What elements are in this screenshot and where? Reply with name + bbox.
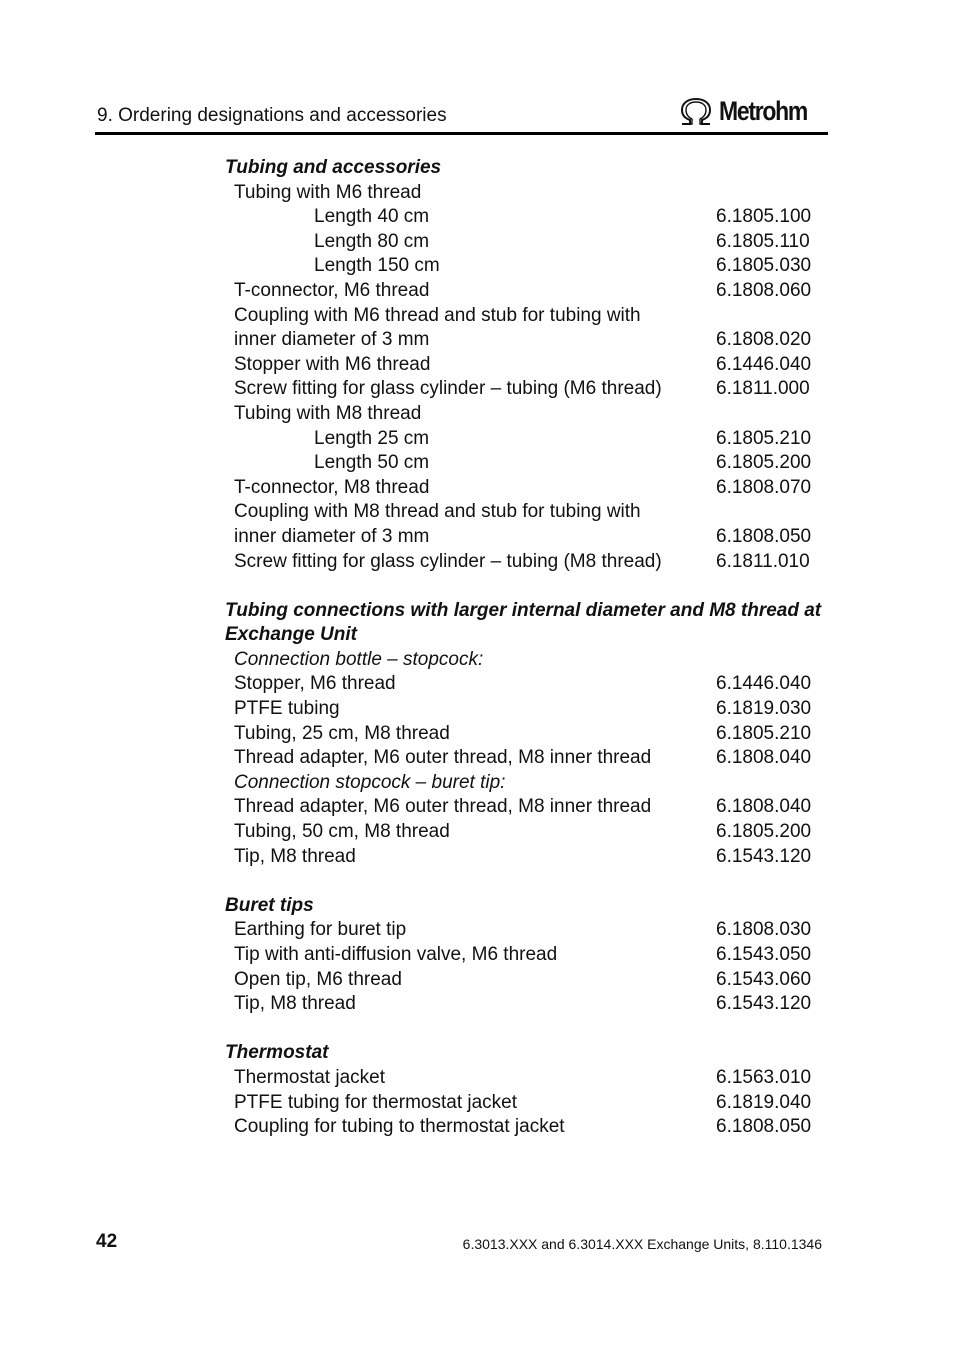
page-header — [95, 96, 828, 135]
item-label: inner diameter of 3 mm — [234, 525, 430, 547]
subsection-label — [225, 648, 823, 673]
item-label: T-connector, M8 thread — [234, 476, 430, 498]
list-item — [225, 820, 823, 845]
list-item — [225, 181, 823, 206]
item-label: Length 50 cm — [314, 452, 430, 474]
chapter-title: 9. Ordering designations and accessories — [97, 105, 447, 126]
item-label: Open tip, M6 thread — [234, 968, 402, 990]
list-item — [225, 279, 823, 304]
section — [225, 156, 823, 574]
item-label: Coupling for tubing to thermostat jacket — [234, 1116, 565, 1138]
list-item — [225, 1091, 823, 1116]
list-item — [225, 795, 823, 820]
item-label: Stopper with M6 thread — [234, 353, 431, 375]
list-item — [225, 918, 823, 943]
list-item — [225, 304, 823, 329]
list-item — [225, 451, 823, 476]
item-label: Stopper, M6 thread — [234, 673, 396, 695]
list-item — [225, 377, 823, 402]
order-number: 6.1808.050 — [716, 1116, 812, 1138]
section — [225, 1041, 823, 1139]
item-label: PTFE tubing — [234, 698, 340, 720]
item-label: Tubing, 50 cm, M8 thread — [234, 821, 450, 843]
order-number: 6.1805.100 — [716, 206, 812, 228]
item-label: Thread adapter, M6 outer thread, M8 inner thread — [234, 796, 652, 818]
list-item — [225, 205, 823, 230]
item-label: Tip, M8 thread — [234, 993, 356, 1015]
page-number: 42 — [96, 1231, 118, 1252]
order-number: 6.1808.030 — [716, 919, 812, 941]
item-label: T-connector, M6 thread — [234, 279, 430, 301]
item-label: Screw fitting for glass cylinder – tubing (M8 thread) — [234, 550, 662, 572]
list-item — [225, 500, 823, 525]
item-label: Thread adapter, M6 outer thread, M8 inner thread — [234, 747, 652, 769]
item-label: Earthing for buret tip — [234, 919, 407, 941]
item-label: inner diameter of 3 mm — [234, 329, 430, 351]
order-number: 6.1543.060 — [716, 968, 812, 990]
order-number: 6.1819.040 — [716, 1091, 812, 1113]
list-item — [225, 943, 823, 968]
item-label: Coupling with M6 thread and stub for tubing with — [234, 304, 641, 326]
order-number: 6.1808.050 — [716, 525, 812, 547]
section-title: Buret tips — [225, 894, 314, 916]
item-label: Length 150 cm — [314, 255, 440, 277]
order-number: 6.1808.040 — [716, 747, 812, 769]
list-item — [225, 992, 823, 1017]
list-item — [225, 697, 823, 722]
list-item — [225, 230, 823, 255]
order-number: 6.1808.060 — [716, 279, 812, 301]
section-title: Tubing and accessories — [225, 157, 442, 178]
section — [225, 894, 823, 1017]
order-number: 6.1808.040 — [716, 796, 812, 818]
item-label: Tubing, 25 cm, M8 thread — [234, 722, 450, 744]
list-item — [225, 746, 823, 771]
item-label: Connection bottle – stopcock: — [234, 648, 484, 670]
list-item — [225, 476, 823, 501]
list-item — [225, 1066, 823, 1091]
item-label: Tubing with M6 thread — [234, 181, 422, 203]
document-reference: 6.3013.XXX and 6.3014.XXX Exchange Units, 8.110.1346 — [462, 1236, 822, 1252]
list-item — [225, 353, 823, 378]
order-number: 6.1805.110 — [716, 230, 810, 252]
order-number: 6.1543.120 — [716, 845, 812, 867]
item-label: Tip, M8 thread — [234, 845, 356, 867]
item-label: Connection stopcock – buret tip: — [234, 771, 506, 793]
list-item — [225, 968, 823, 993]
item-label: Tubing with M8 thread — [234, 402, 422, 424]
section-title: Tubing connections with larger internal diameter and M8 thread at Exchange Unit — [225, 599, 822, 646]
item-label: Coupling with M8 thread and stub for tubing with — [234, 501, 641, 523]
section-title: Thermostat — [225, 1042, 329, 1064]
list-item — [225, 402, 823, 427]
order-number: 6.1811.000 — [716, 378, 810, 400]
list-item — [225, 1115, 823, 1140]
item-label: PTFE tubing for thermostat jacket — [234, 1091, 518, 1113]
order-number: 6.1543.120 — [716, 993, 812, 1015]
subsection-label — [225, 771, 823, 796]
metrohm-logo — [677, 96, 823, 127]
item-label: Length 25 cm — [314, 427, 430, 449]
item-label: Length 80 cm — [314, 230, 430, 252]
accessories-list — [225, 156, 823, 1164]
list-item — [225, 328, 823, 353]
order-number: 6.1808.070 — [716, 476, 812, 498]
list-item — [225, 525, 823, 550]
order-number: 6.1811.010 — [716, 550, 810, 572]
item-label: Tip with anti-diffusion valve, M6 thread — [234, 944, 558, 965]
order-number: 6.1805.210 — [716, 427, 812, 449]
order-number: 6.1805.030 — [716, 255, 812, 277]
order-number: 6.1446.040 — [716, 673, 812, 695]
order-number: 6.1805.200 — [716, 821, 812, 843]
order-number: 6.1805.200 — [716, 452, 812, 474]
order-number: 6.1808.020 — [716, 329, 812, 351]
item-label: Thermostat jacket — [234, 1066, 385, 1088]
item-label: Screw fitting for glass cylinder – tubing (M6 thread) — [234, 378, 662, 400]
list-item — [225, 427, 823, 452]
order-number: 6.1446.040 — [716, 353, 812, 375]
order-number: 6.1543.050 — [716, 944, 812, 965]
order-number: 6.1819.030 — [716, 698, 812, 720]
list-item — [225, 550, 823, 575]
list-item — [225, 672, 823, 697]
list-item — [225, 845, 823, 870]
list-item — [225, 722, 823, 747]
section — [225, 599, 823, 870]
order-number: 6.1563.010 — [716, 1066, 812, 1088]
list-item — [225, 254, 823, 279]
item-label: Length 40 cm — [314, 206, 430, 228]
order-number: 6.1805.210 — [716, 722, 812, 744]
omega-icon — [677, 97, 715, 127]
logo-text: Metrohm — [718, 96, 807, 126]
